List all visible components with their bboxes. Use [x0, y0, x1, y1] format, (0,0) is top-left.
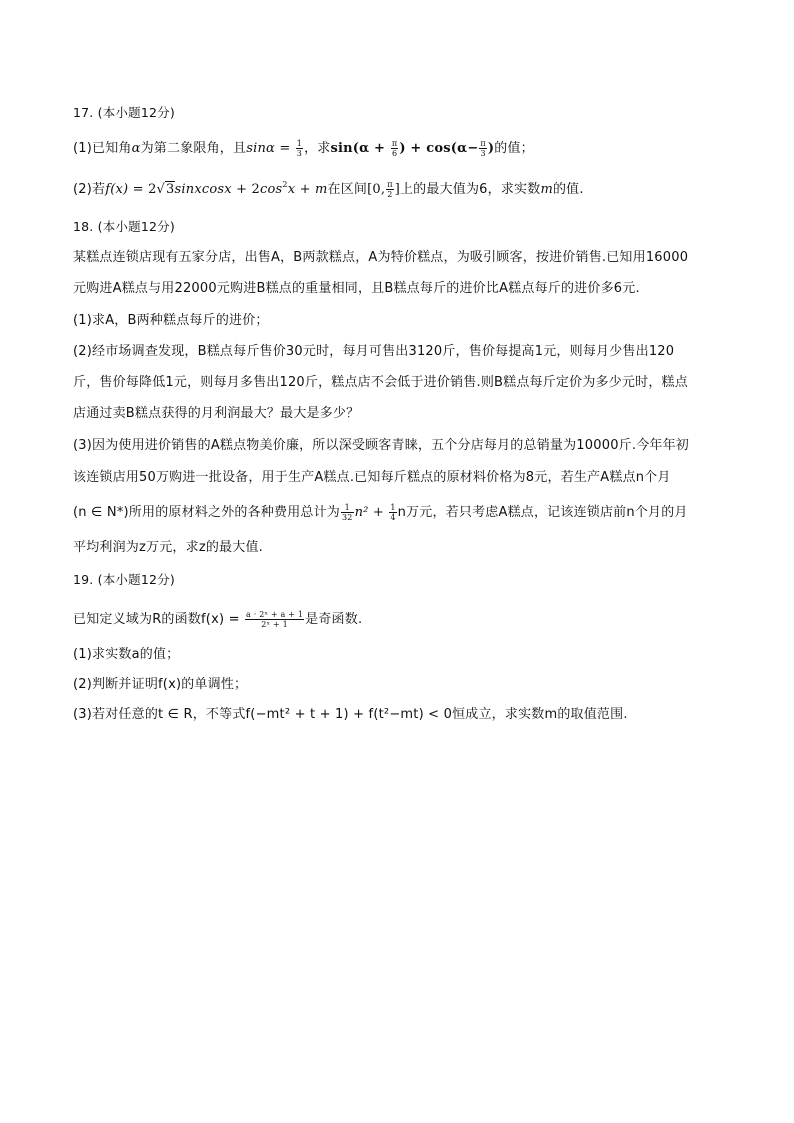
math-x: x: [287, 182, 296, 197]
question-text: (2)判断并证明f(x)的单调性；: [73, 677, 248, 692]
math-equals: = 2: [128, 182, 157, 197]
problem-19-intro: [73, 610, 362, 629]
math-equals: =: [275, 141, 295, 156]
paragraph-text: 某糕点连锁店现有五家分店，出售A，B两款糕点，A为特价糕点，为吸引顾客，按进价销售.已知用16000: [73, 250, 689, 265]
problem-18-q3-line-1: [73, 437, 689, 455]
question-text: (3)因为使用进价销售的A糕点物美价廉，所以深受顾客青睐，五个分店每月的总销量为10000斤.今年年初: [73, 438, 689, 453]
part-text: 上的最大值为6，求实数: [399, 182, 541, 197]
fraction-denominator: 6: [391, 149, 398, 158]
fraction-numerator: a · 2ˣ + a + 1: [246, 610, 304, 619]
math-expr: sin(α +: [330, 141, 390, 156]
fraction-numerator: 1: [341, 503, 354, 513]
fraction-numerator: π: [480, 139, 486, 148]
fraction-denominator: 2ˣ + 1: [261, 620, 288, 629]
fraction-denominator: 32: [342, 513, 353, 522]
fraction-denominator: 4: [390, 513, 396, 522]
question-text: (3)若对任意的t ∈ R，不等式f(−mt² + t + 1) + f(t²−mt) < 0恒成立，求实数m的取值范围.: [73, 707, 628, 722]
math-sin-alpha: sinα: [246, 141, 275, 156]
part-label: (2): [73, 182, 93, 197]
problem-18-intro-line-1: [73, 249, 688, 267]
fraction-one-quarter: [389, 503, 396, 522]
paragraph-text: 元购进A糕点与用22000元购进B糕点的重量相同，且B糕点每斤的进价比A糕点每斤的进价多6元.: [73, 281, 640, 296]
question-text: (1)求实数a的值；: [73, 647, 180, 662]
part-text: ，求: [304, 141, 331, 156]
part-text: 的值.: [552, 182, 584, 197]
problem-17-part-2: [73, 180, 584, 199]
problem-18-q2-line-2: [73, 374, 688, 392]
problem-17-header: [73, 104, 175, 122]
part-text: 为第二象限角，且: [140, 141, 247, 156]
question-text: 斤，售价每降低1元，则每月多售出120斤，糕点店不会低于进价销售.则B糕点每斤定价为多少元时，糕点: [73, 375, 688, 390]
math-alpha: α: [131, 141, 141, 156]
problem-18-header: [73, 218, 175, 236]
paragraph-text: 已知定义域为R的函数f(x) =: [73, 612, 245, 627]
part-text: 在区间: [327, 182, 368, 197]
math-interval: ]: [394, 182, 400, 197]
problem-18-intro-line-2: [73, 280, 640, 298]
math-m: m: [540, 182, 553, 197]
math-expr: ) + cos(α−: [399, 141, 479, 156]
math-plus: +: [295, 182, 315, 197]
fraction-denominator: 3: [480, 149, 486, 158]
math-m: m: [315, 182, 328, 197]
problem-17-header-text: 17. (本小题12分): [73, 105, 175, 120]
sqrt-three: √3: [156, 182, 175, 197]
question-text: 店通过卖B糕点获得的月利润最大？最大是多少？: [73, 406, 360, 421]
math-expr: ): [487, 141, 495, 156]
problem-18-q2-line-1: [73, 343, 674, 361]
fraction-pi-sixth: [391, 139, 398, 158]
problem-18-q1: [73, 312, 269, 330]
fraction-pi-third: [479, 139, 486, 158]
problem-19-q2: [73, 676, 247, 694]
math-cos: cos: [260, 182, 283, 197]
part-label: (1): [73, 141, 93, 156]
problem-18-header-text: 18. (本小题12分): [73, 219, 175, 234]
fraction-denominator: 2: [387, 190, 393, 199]
part-text: 若: [92, 182, 106, 197]
fraction-numerator: 1: [296, 139, 303, 148]
math-fx: f(x): [105, 182, 129, 197]
math-exponent: 2: [282, 180, 288, 189]
part-text: 已知角: [92, 141, 132, 156]
fraction-numerator: 1: [390, 503, 396, 512]
problem-18-q3-line-2: [73, 469, 671, 487]
sqrt-radicand: 3: [166, 182, 175, 197]
problem-19-header-text: 19. (本小题12分): [73, 572, 175, 587]
problem-18-q2-line-3: [73, 405, 359, 423]
problem-19-q1: [73, 646, 179, 664]
fraction-denominator: 3: [296, 149, 303, 158]
problem-17-part-1: [73, 139, 534, 158]
question-text: (n ∈ N*)所用的原材料之外的各种费用总计为: [73, 505, 340, 520]
fraction-numerator: π: [387, 180, 393, 189]
problem-18-q3-line-3: [73, 503, 688, 522]
math-interval: [0,: [367, 182, 386, 197]
fraction-one-32: [341, 503, 354, 522]
question-text: (1)求A，B两种糕点每斤的进价；: [73, 313, 269, 328]
fraction-pi-half: [386, 180, 393, 199]
problem-18-q3-line-4: [73, 539, 263, 557]
math-expr: sinxcosx: [174, 182, 232, 197]
question-text: 平均利润为z万元，求z的最大值.: [73, 540, 263, 555]
math-plus: + 2: [231, 182, 260, 197]
math-n-squared: n² +: [354, 505, 389, 520]
paragraph-text: 是奇函数.: [305, 612, 363, 627]
fraction-function-def: [245, 610, 304, 629]
question-text: n万元，若只考虑A糕点，记该连锁店前n个月的月: [397, 505, 688, 520]
fraction-one-third: [296, 139, 303, 158]
fraction-numerator: π: [391, 139, 398, 148]
question-text: (2)经市场调查发现，B糕点每斤售价30元时，每月可售出3120斤，售价每提高1元，则每月少售出120: [73, 344, 675, 359]
question-text: 该连锁店用50万购进一批设备，用于生产A糕点.已知每斤糕点的原材料价格为8元，若生产A糕点n个月: [73, 470, 671, 485]
part-text: 的值；: [494, 141, 534, 156]
problem-19-header: [73, 571, 175, 589]
problem-19-q3: [73, 706, 628, 724]
